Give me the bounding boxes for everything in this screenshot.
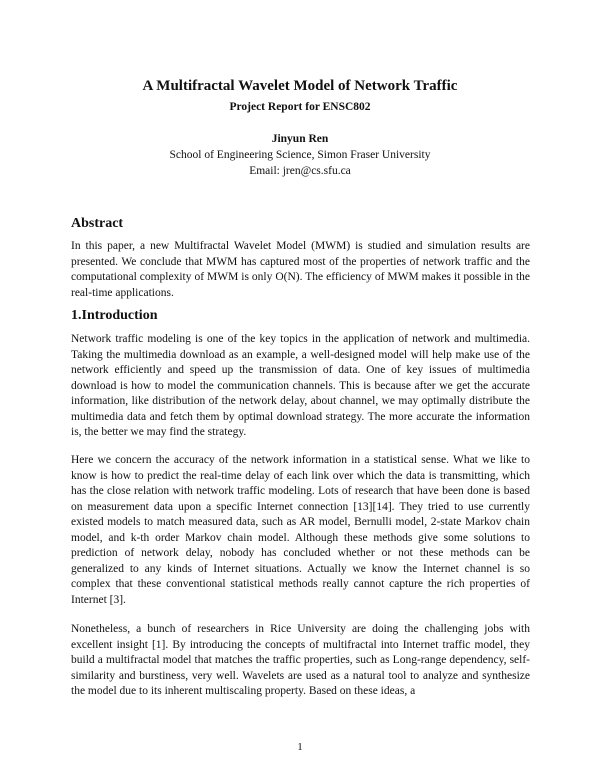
paper-title: A Multifractal Wavelet Model of Network Traffic — [142, 78, 458, 94]
author-affiliation: School of Engineering Science, Simon Fraser University — [169, 149, 431, 161]
abstract-heading: Abstract — [71, 216, 124, 231]
intro-paragraph-3: Nonetheless, a bunch of researchers in Rice University are doing the challenging jobs with excellent insight [1]. By introducing the concepts of multifractal into Internet traffic model, they build a multifractal model that matches the traffic properties, such as Long-range dependency, self-similarity and burstiness, very well. Wavelets are used as a natural tool to analyze and synthesize the model due to its inherent multiscaling property. Based on these ideas, a — [71, 623, 530, 697]
intro-paragraph-1: Network traffic modeling is one of the key topics in the application of network and multimedia. Taking the multimedia download as an example, a well-designed model will help make use of the network efficiently and speed up the transmission of data. One of key issues of multimedia download is how to model the communication channels. This is because after we get the accurate information, like distribution of the network delay, about channel, we may optimally distribute the multimedia data and fetch them by optimal download strategy. The more accurate the information is, the better we may find the strategy. — [71, 333, 530, 438]
paper-subtitle: Project Report for ENSC802 — [229, 101, 371, 113]
page-number: 1 — [297, 741, 303, 753]
introduction-heading: 1.Introduction — [71, 308, 158, 323]
author-name: Jinyun Ren — [271, 133, 329, 145]
abstract-text: In this paper, a new Multifractal Wavelet Model (MWM) is studied and simulation results are presented. We conclude that MWM has captured most of the properties of network traffic and the computational complexity of MWM is only O(N). The efficiency of MWM makes it possible in the real-time applications. — [71, 240, 530, 299]
intro-paragraph-2: Here we concern the accuracy of the network information in a statistical sense. What we like to know is how to predict the real-time delay of each link over which the data is transmitting, which has the close relation with network traffic modeling. Lots of research that have been done is based on measurement data upon a specific Internet connection [13][14]. They tried to use currently existed models to match measured data, such as AR model, Bernulli model, 2-state Markov chain model, and k-th order Markov chain model. Although these methods give some solutions to prediction of network delay, nobody has concluded whether or not these methods can be generalized to any kinds of Internet situations. Actually we know the Internet channel is so complex that these conventional statistical methods really cannot capture the rich properties of Internet [3]. — [71, 454, 530, 606]
author-email: Email: jren@cs.sfu.ca — [249, 165, 351, 177]
